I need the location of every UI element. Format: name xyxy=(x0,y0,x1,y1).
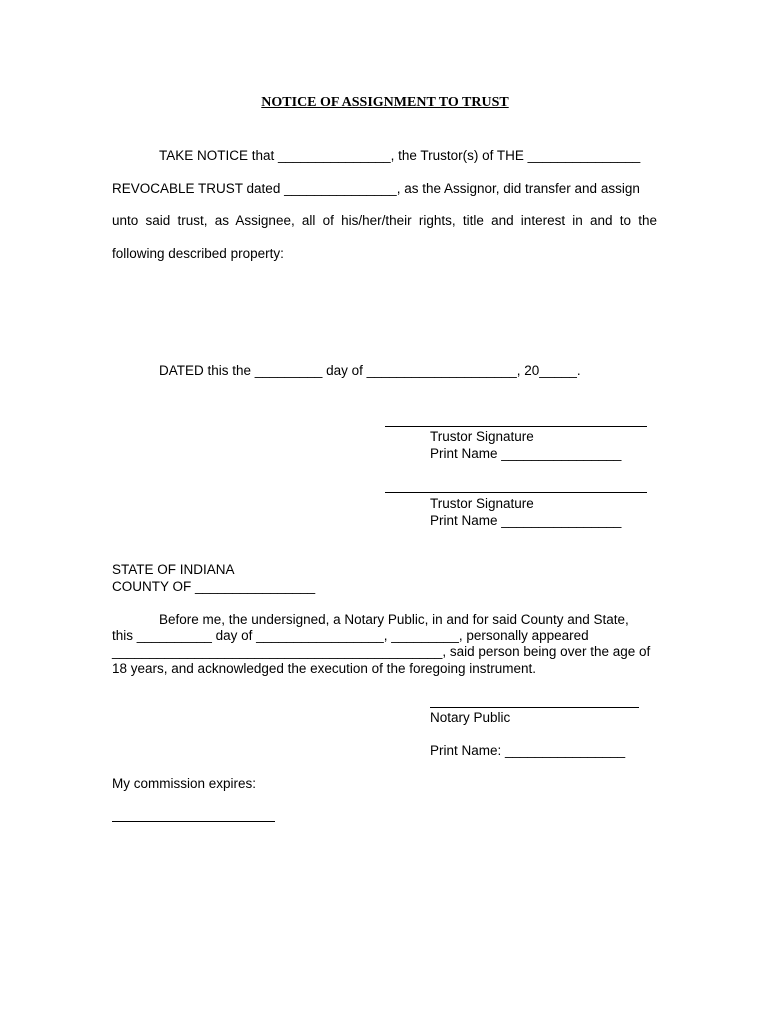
print-name-line: Print Name ________________ xyxy=(430,446,622,461)
commission-date-line xyxy=(112,821,275,822)
dated-line: DATED this the _________ day of ____________________, 20_____. xyxy=(159,363,581,378)
notice-line-3: unto said trust, as Assignee, all of his/her/their rights, title and interest in and to the xyxy=(112,213,657,228)
signature-line xyxy=(385,426,647,427)
notice-line-2: REVOCABLE TRUST dated _______________, as the Assignor, did transfer and assign xyxy=(112,181,640,196)
signature-label: Trustor Signature xyxy=(430,496,534,511)
commission-label: My commission expires: xyxy=(112,776,257,791)
ack-line-1: Before me, the undersigned, a Notary Public, in and for said County and State, xyxy=(159,612,629,627)
state-line: STATE OF INDIANA xyxy=(112,562,235,577)
notary-signature-line xyxy=(430,707,639,708)
notary-label: Notary Public xyxy=(430,710,511,725)
ack-line-4: 18 years, and acknowledged the execution of the foregoing instrument. xyxy=(112,661,537,676)
notice-line-4: following described property: xyxy=(112,246,284,261)
county-line: COUNTY OF ________________ xyxy=(112,579,316,594)
signature-line xyxy=(385,492,647,493)
signature-label: Trustor Signature xyxy=(430,429,534,444)
ack-line-3: ____________________________________________, said person being over the age of xyxy=(112,644,651,659)
print-name-line: Print Name ________________ xyxy=(430,513,622,528)
notary-print-name: Print Name: ________________ xyxy=(430,743,626,758)
document-title: NOTICE OF ASSIGNMENT TO TRUST xyxy=(261,95,509,110)
ack-line-2: this __________ day of _________________, _________, personally appeared xyxy=(112,628,589,643)
notice-line-1: TAKE NOTICE that _______________, the Trustor(s) of THE _______________ xyxy=(159,148,641,163)
